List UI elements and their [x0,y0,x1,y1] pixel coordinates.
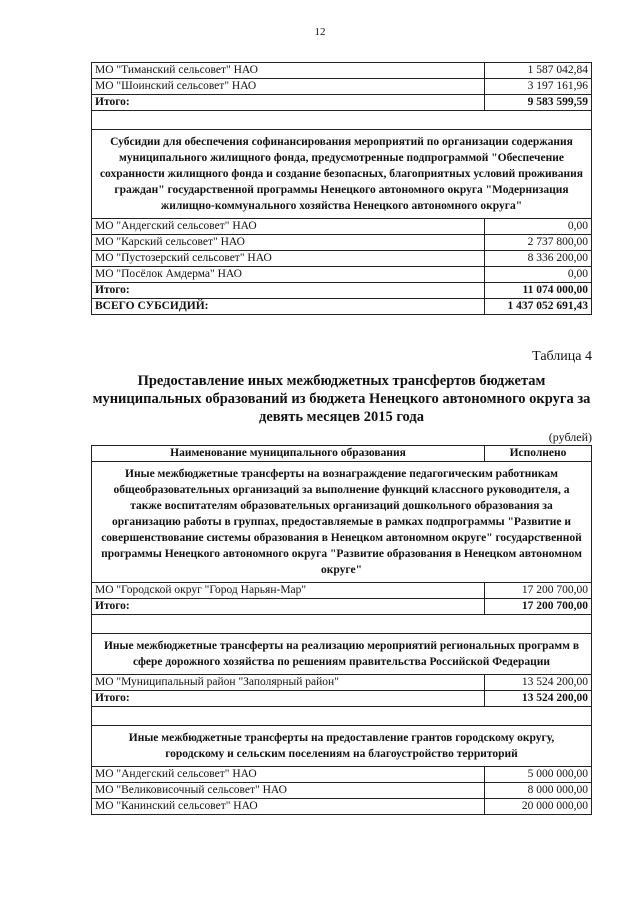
row-name: МО "Великовисочный сельсовет" НАО [92,783,485,799]
table-row [92,219,592,235]
header-row [92,446,592,462]
row-value: 0,00 [485,219,592,235]
total-row [92,599,592,615]
table-row [92,267,592,283]
section-title: Иные межбюджетные трансферты на предоставление грантов городскому округу, городскому и сельским поселениям на благоустройство территорий [92,726,592,767]
row-value: 17 200 700,00 [485,583,592,599]
spacer-row [92,615,592,634]
row-value: 5 000 000,00 [485,767,592,783]
grand-total-value: 1 437 052 691,43 [485,299,592,315]
row-name: МО "Канинский сельсовет" НАО [92,799,485,815]
total-label: Итого: [92,599,485,615]
row-name: МО "Городской округ "Город Нарьян-Мар" [92,583,485,599]
spacer-row [92,111,592,130]
section-title: Иные межбюджетные трансферты на вознаграждение педагогическим работникам общеобразовательных организаций за выполнение функций классного руководителя, а также воспитателям образовательных организаций дошкольного образования за организацию работы в группах, предоставляемые в рамках подпрограммы "Развитие и совершенствование системы образования в Ненецком автономном округе" государственной программы Ненецкого автономного округа "Развитие образования в Ненецком автономном округе" [92,462,592,583]
grand-total-label: ВСЕГО СУБСИДИЙ: [92,299,485,315]
table-row [92,583,592,599]
section-title: Иные межбюджетные трансферты на реализацию мероприятий региональных программ в сфере дорожного хозяйства по решениям правительства Российской Федерации [92,634,592,675]
section-title-row [92,462,592,583]
row-name: МО "Посёлок Амдерма" НАО [92,267,485,283]
row-value: 3 197 161,96 [485,79,592,95]
table-row [92,767,592,783]
header-name: Наименование муниципального образования [92,446,485,462]
table-row [92,63,592,79]
grand-total-row [92,299,592,315]
row-value: 1 587 042,84 [485,63,592,79]
table-row [92,79,592,95]
table-label: Таблица 4 [532,349,592,364]
row-value: 20 000 000,00 [485,799,592,815]
row-value: 0,00 [485,267,592,283]
total-row [92,283,592,299]
total-label: Итого: [92,283,485,299]
row-name: МО "Тиманский сельсовет" НАО [92,63,485,79]
total-row [92,95,592,111]
row-name: МО "Пустозерский сельсовет" НАО [92,251,485,267]
spacer-row [92,707,592,726]
subsidies-table [91,62,592,315]
total-value: 13 524 200,00 [485,691,592,707]
table-heading: Предоставление иных межбюджетных трансфертов бюджетам муниципальных образований из бюджета Ненецкого автономного округа за девять месяцев 2015 года [92,373,591,425]
row-name: МО "Андегский сельсовет" НАО [92,219,485,235]
row-value: 8 000 000,00 [485,783,592,799]
section-title: Субсидии для обеспечения софинансирования мероприятий по организации содержания муниципального жилищного фонда, предусмотренные подпрограммой "Обеспечение сохранности жилищного фонда и создание безопасных, благоприятных условий проживания граждан" государственной программы Ненецкого автономного округа "Модернизация жилищно-коммунального хозяйства Ненецкого автономного округа" [92,130,592,219]
section-title-row [92,634,592,675]
row-value: 2 737 800,00 [485,235,592,251]
transfers-table [91,445,592,815]
header-value: Исполнено [485,446,592,462]
row-name: МО "Шоинский сельсовет" НАО [92,79,485,95]
total-value: 9 583 599,59 [485,95,592,111]
row-name: МО "Карский сельсовет" НАО [92,235,485,251]
total-value: 11 074 000,00 [485,283,592,299]
row-name: МО "Андегский сельсовет" НАО [92,767,485,783]
table-row [92,235,592,251]
row-name: МО "Муниципальный район "Заполярный район" [92,675,485,691]
row-value: 13 524 200,00 [485,675,592,691]
table-row [92,675,592,691]
total-label: Итого: [92,95,485,111]
table-row [92,783,592,799]
row-value: 8 336 200,00 [485,251,592,267]
unit-label: (рублей) [548,430,592,444]
table-row [92,799,592,815]
total-row [92,691,592,707]
total-value: 17 200 700,00 [485,599,592,615]
total-label: Итого: [92,691,485,707]
section-title-row [92,130,592,219]
table-row [92,251,592,267]
page-number: 12 [314,26,326,38]
section-title-row [92,726,592,767]
